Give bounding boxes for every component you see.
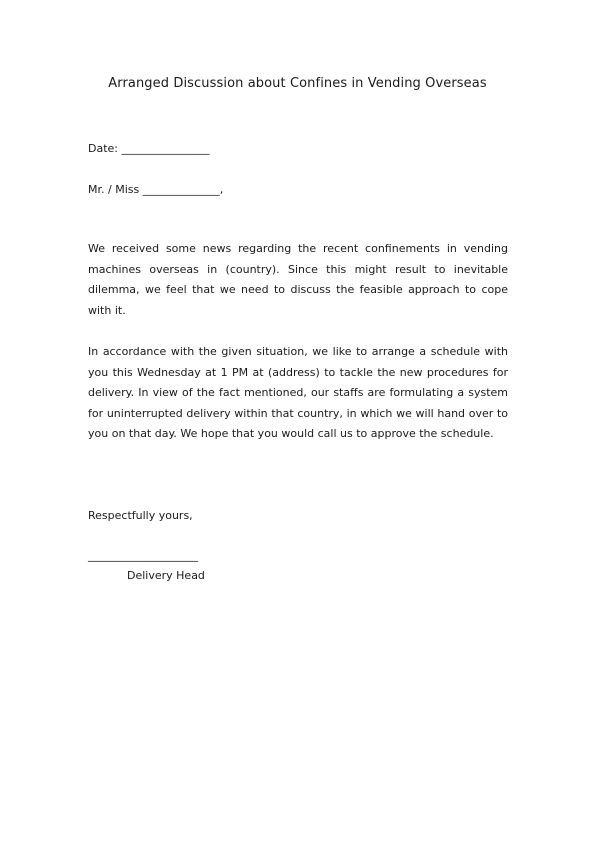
signature-line: ____________________ [88, 549, 198, 562]
closing: Respectfully yours, [88, 509, 193, 522]
body-paragraph-2: In accordance with the given situation, we like to arrange a schedule with you this Wednesday at 1 PM at (address) to tackle the new procedures for delivery. In view of the fact mentioned, our staffs are formulating a system for uninterrupted delivery within that country, in which we will hand over to you on that day. We hope that you would call us to approve the schedule. [88, 345, 508, 440]
signer-title: Delivery Head [127, 569, 205, 582]
date-line: Date: ________________ [88, 142, 210, 155]
body-paragraph-1: We received some news regarding the recent confinements in vending machines overseas in (country). Since this might result to inevitable dilemma, we feel that we need to discuss the feasible approach to cope with it. [88, 242, 508, 317]
letter-title: Arranged Discussion about Confines in Vending Overseas [108, 76, 487, 91]
salutation: Mr. / Miss ______________, [88, 183, 224, 196]
